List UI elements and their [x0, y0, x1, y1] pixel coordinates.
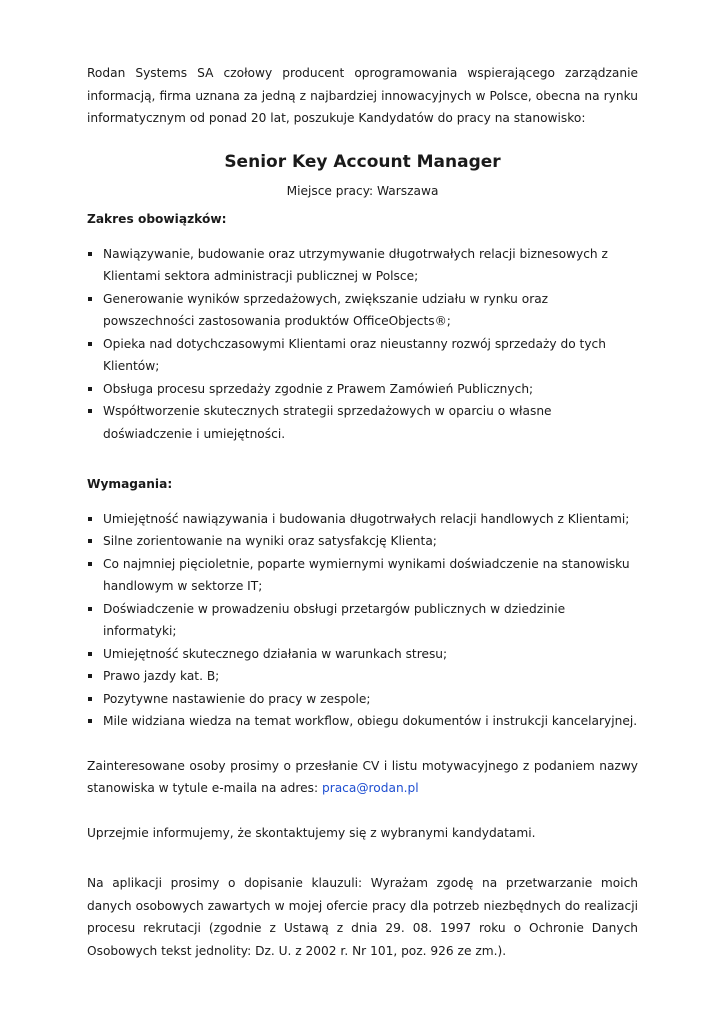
- list-item: Obsługa procesu sprzedaży zgodnie z Prawem Zamówień Publicznych;: [87, 378, 638, 401]
- square-bullet-icon: [88, 517, 92, 521]
- intro-paragraph: Rodan Systems SA czołowy producent oprogramowania wspierającego zarządzanie informacją, firma uznana za jedną z najbardziej innowacyjnych w Polsce, obecna na rynku informatycznym od ponad 20 lat, poszukuje Kandydatów do pracy na stanowisko:: [87, 66, 638, 125]
- responsibilities-list: [87, 243, 638, 446]
- square-bullet-icon: [88, 342, 92, 346]
- list-item: Umiejętność skutecznego działania w warunkach stresu;: [87, 643, 638, 666]
- list-item: Mile widziana wiedza na temat workflow, obiegu dokumentów i instrukcji kancelaryjnej.: [87, 710, 638, 733]
- list-item: Generowanie wyników sprzedażowych, zwiększanie udziału w rynku oraz powszechności zastosowania produktów OfficeObjects®;: [87, 288, 638, 333]
- list-item: Silne zorientowanie na wyniki oraz satysfakcję Klienta;: [87, 530, 638, 553]
- list-item: Pozytywne nastawienie do pracy w zespole;: [87, 688, 638, 711]
- consent-clause: Na aplikacji prosimy o dopisanie klauzuli: Wyrażam zgodę na przetwarzanie moich danych osobowych zawartych w mojej ofercie pracy dla potrzeb niezbędnych do realizacji procesu rekrutacji (zgodnie z Ustawą z dnia 29. 08. 1997 roku o Ochronie Danych Osobowych tekst jednolity: Dz. U. z 2002 r. Nr 101, poz. 926 ze zm.).: [87, 876, 638, 958]
- list-item: Współtworzenie skutecznych strategii sprzedażowych w oparciu o własne doświadczenie i umiejętności.: [87, 400, 638, 445]
- job-posting-document: [87, 62, 638, 962]
- square-bullet-icon: [88, 297, 92, 301]
- list-item: Co najmniej pięcioletnie, poparte wymiernymi wynikami doświadczenie na stanowisku handlowym w sektorze IT;: [87, 553, 638, 598]
- responsibilities-heading: Zakres obowiązków:: [87, 212, 227, 226]
- list-item: Opieka nad dotychczasowymi Klientami oraz nieustanny rozwój sprzedaży do tych Klientów;: [87, 333, 638, 378]
- list-item: Doświadczenie w prowadzeniu obsługi przetargów publicznych w dziedzinie informatyki;: [87, 598, 638, 643]
- square-bullet-icon: [88, 607, 92, 611]
- application-paragraph: Zainteresowane osoby prosimy o przesłanie CV i listu motywacyjnego z podaniem nazwy stanowiska w tytule e-maila na adres: praca@rodan.pl: [87, 758, 638, 795]
- list-item: Nawiązywanie, budowanie oraz utrzymywanie długotrwałych relacji biznesowych z Klientami sektora administracji publicznej w Polsce;: [87, 243, 638, 288]
- job-title: Senior Key Account Manager: [224, 151, 501, 172]
- square-bullet-icon: [88, 539, 92, 543]
- square-bullet-icon: [88, 674, 92, 678]
- requirements-list: [87, 508, 638, 733]
- square-bullet-icon: [88, 409, 92, 413]
- list-item: Umiejętność nawiązywania i budowania długotrwałych relacji handlowych z Klientami;: [87, 508, 638, 531]
- square-bullet-icon: [88, 652, 92, 656]
- square-bullet-icon: [88, 562, 92, 566]
- square-bullet-icon: [88, 719, 92, 723]
- requirements-heading: Wymagania:: [87, 477, 173, 491]
- square-bullet-icon: [88, 252, 92, 256]
- contact-notice: Uprzejmie informujemy, że skontaktujemy się z wybranymi kandydatami.: [87, 825, 536, 840]
- email-link[interactable]: praca@rodan.pl: [321, 781, 419, 795]
- job-location: Miejsce pracy: Warszawa: [286, 183, 439, 198]
- list-item: Prawo jazdy kat. B;: [87, 665, 638, 688]
- square-bullet-icon: [88, 697, 92, 701]
- square-bullet-icon: [88, 387, 92, 391]
